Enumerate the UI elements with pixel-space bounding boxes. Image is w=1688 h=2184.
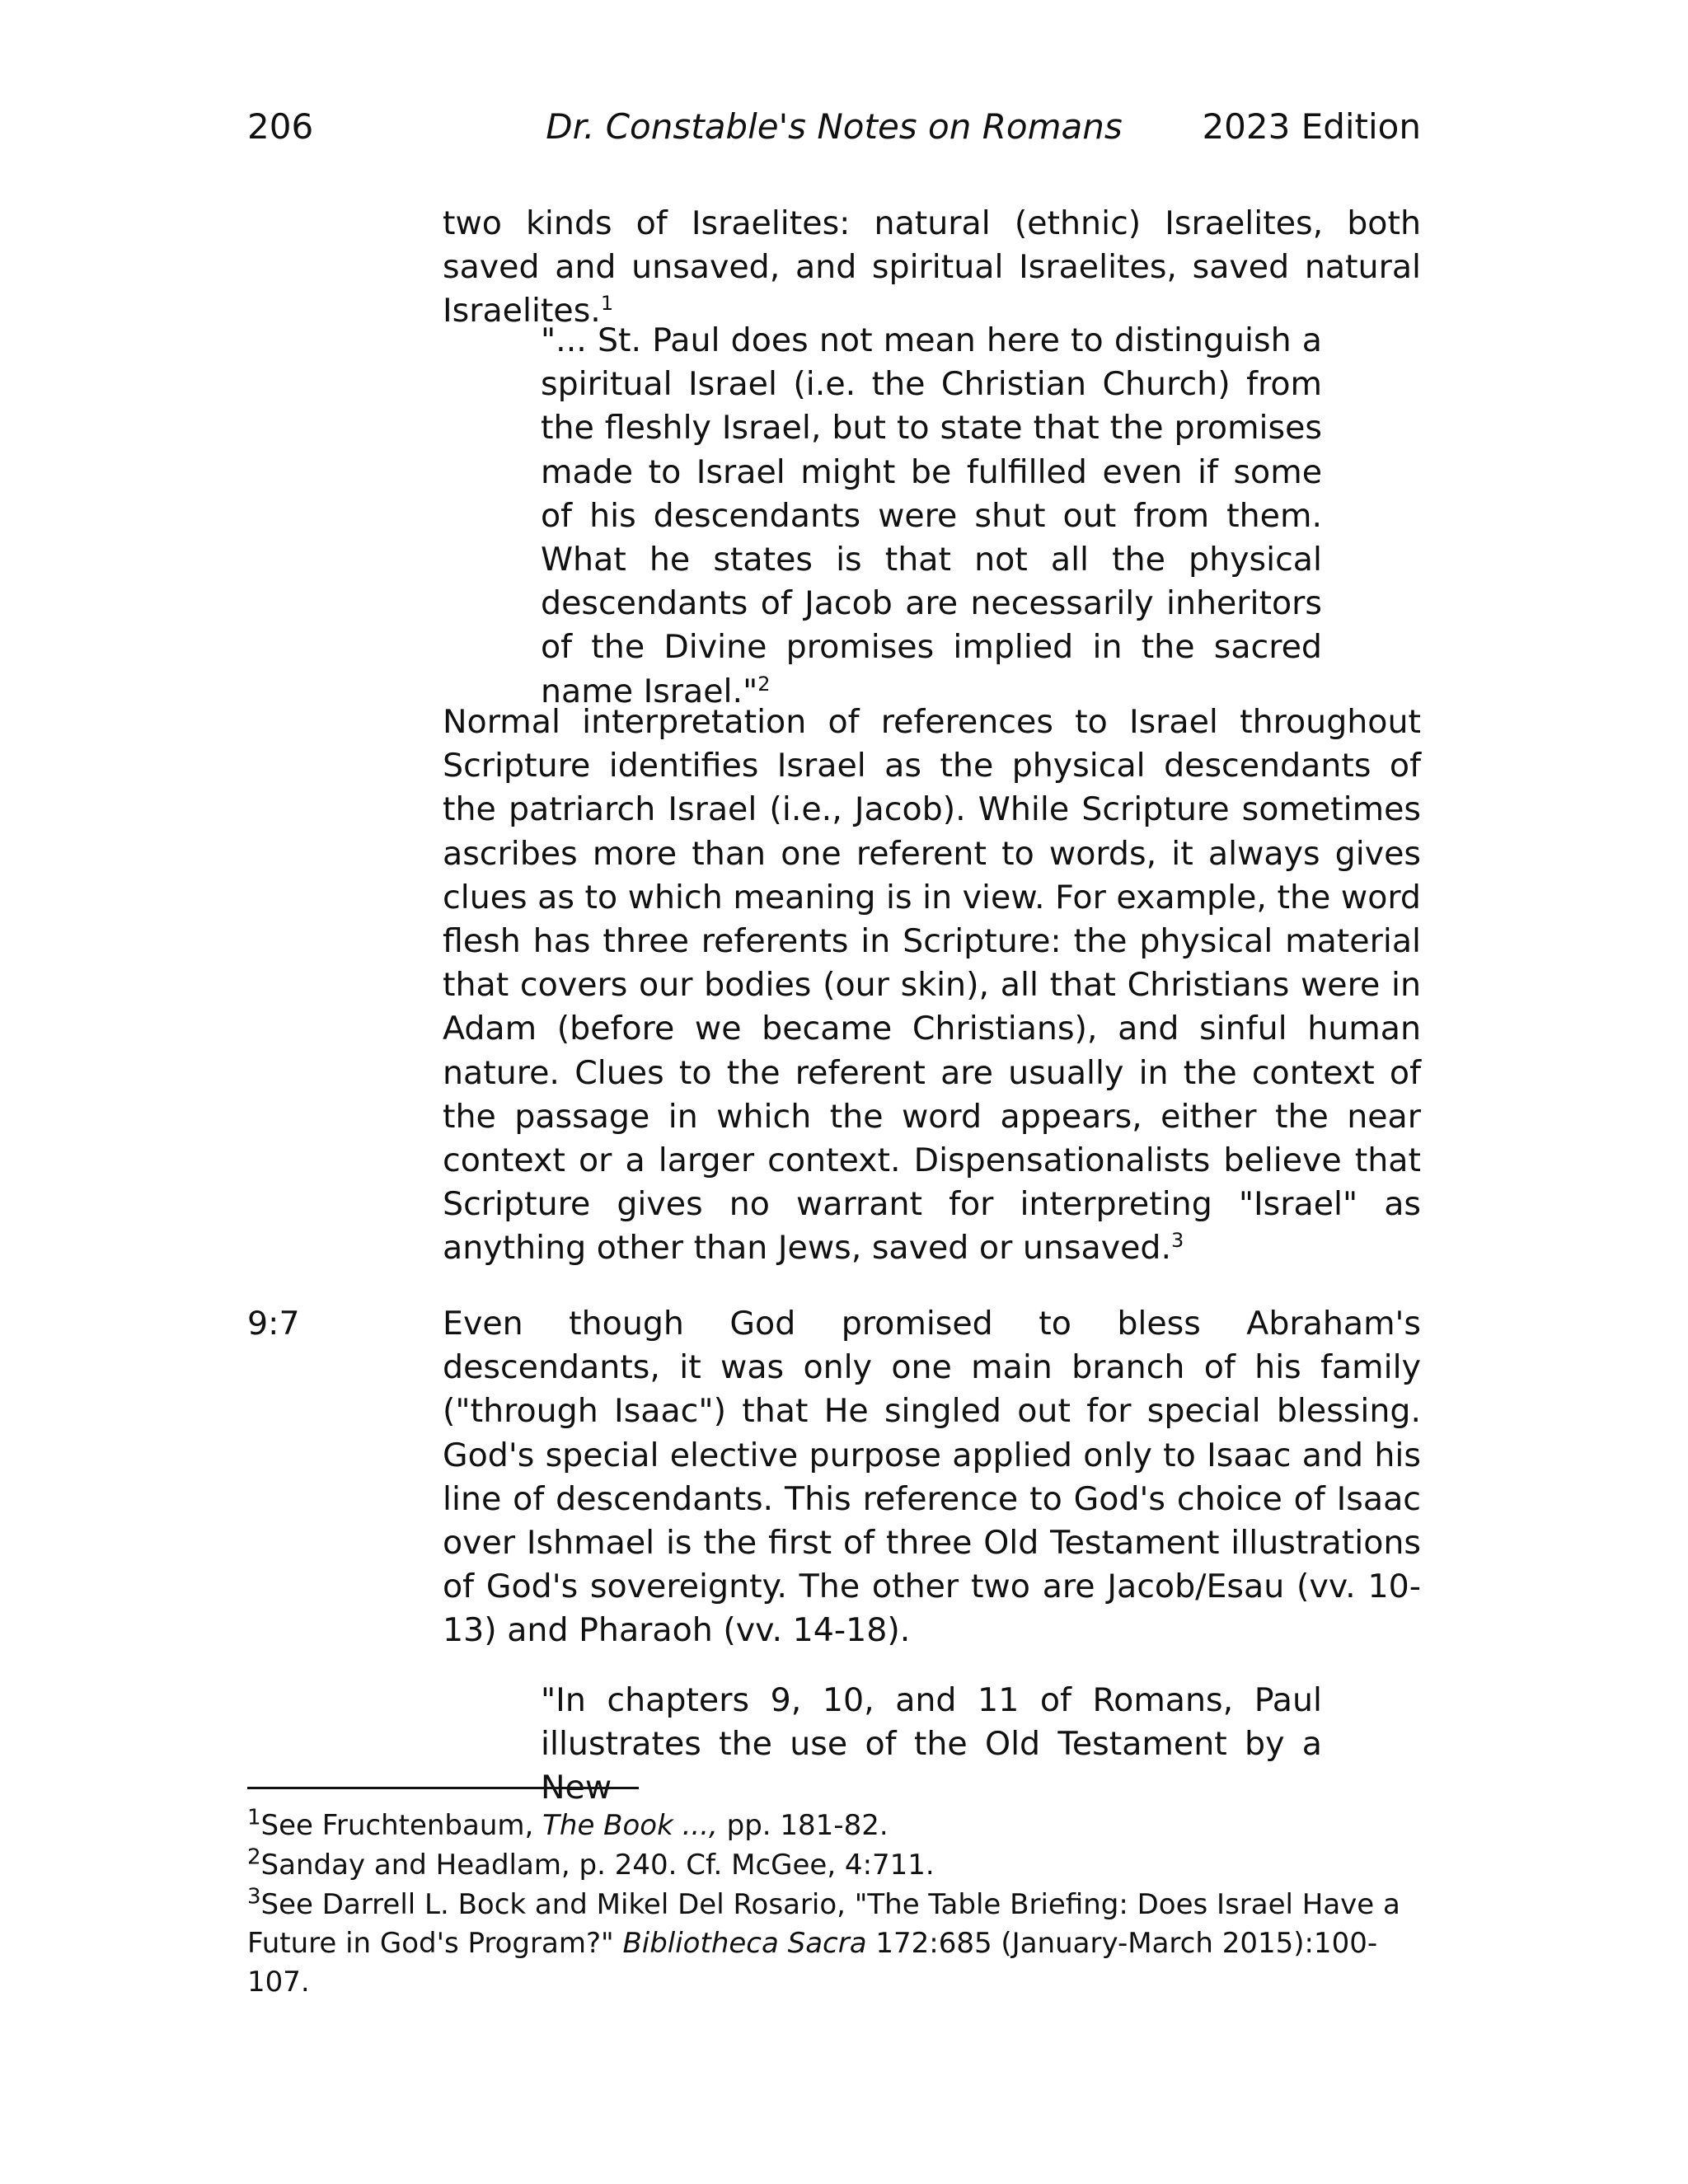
footnote-text-end: pp. 181-82. — [717, 1809, 889, 1842]
quote-text: "... St. Paul does not mean here to distinguish a spiritual Israel (i.e. the Christian Church) from the fleshly Israel, but to state that the promises made to Israel might be fulfilled even if some of his descendants were shut out from them. What he states is that not all the physical descendants of Jacob are necessarily inheritors of the Divine promises implied in the sacred name Israel." — [541, 321, 1322, 710]
footnote-text: See Fruchtenbaum, — [260, 1809, 543, 1842]
footnote-text: See Darrell L. Bock and Mikel Del Rosario, "The Table Briefing: Does Israel Have a Future in God's Program?" — [247, 1888, 1400, 1960]
block-quote-romans-chapters — [541, 1679, 1322, 1811]
footnote-1 — [247, 1807, 1421, 1845]
footnote-number: 2 — [247, 1844, 261, 1870]
page-number: 206 — [247, 106, 314, 147]
body-paragraph-interpretation — [443, 701, 1421, 1271]
footnote-number: 3 — [247, 1884, 261, 1910]
edition-label: 2023 Edition — [1202, 106, 1421, 147]
footnote-text: Sanday and Headlam, p. 240. Cf. McGee, 4:711. — [260, 1849, 935, 1882]
document-title: Dr. Constable's Notes on Romans — [546, 106, 1123, 147]
footnote-italic-title: The Book ..., — [542, 1809, 718, 1842]
paragraph-text: Normal interpretation of references to Israel throughout Scripture identifies Israel as the physical descendants of the patriarch Israel (i.e., Jacob). While Scripture sometimes ascribes more than one referent to words, it always gives clues as to which meaning is in view. For example, the word flesh has three referents in Scripture: the physical material that covers our bodies (our skin), all that Christians were in Adam (before we became Christians), and sinful human nature. Clues to the referent are usually in the context of the passage in which the word appears, either the near context or a larger context. Dispensationalists believe that Scripture gives no warrant for interpreting "Israel" as anything other than Jews, saved or unsaved. — [443, 703, 1421, 1268]
block-quote-sanday-headlam — [541, 319, 1322, 714]
footnote-reference[interactable]: 3 — [1171, 1229, 1184, 1253]
footnote-reference[interactable]: 2 — [757, 672, 771, 696]
quote-text: "In chapters 9, 10, and 11 of Romans, Paul illustrates the use of the Old Testament by a New — [541, 1681, 1322, 1807]
paragraph-text: Even though God promised to bless Abraham's descendants, it was only one main branch of his family ("through Isaac") that He singled out for special blessing. God's special elective purpose applied only to Isaac and his line of descendants. This reference to God's choice of Isaac over Ishmael is the first of three Old Testament illustrations of God's sovereignty. The other two are Jacob/Esau (vv. 10-13) and Pharaoh (vv. 14-18). — [443, 1305, 1421, 1650]
footnote-2 — [247, 1846, 1421, 1885]
footnote-italic-title: Bibliotheca Sacra — [622, 1927, 867, 1960]
footnote-number: 1 — [247, 1805, 261, 1830]
footnote-divider — [247, 1787, 639, 1789]
verse-reference: 9:7 — [247, 1305, 300, 1343]
verse-commentary-9-7 — [443, 1302, 1421, 1653]
body-paragraph-continuation — [443, 202, 1421, 334]
page-header — [247, 102, 1421, 152]
paragraph-text: two kinds of Israelites: natural (ethnic) Israelites, both saved and unsaved, and spiritual Israelites, saved natural Israelites. — [443, 204, 1421, 330]
footnote-text-end: 172:685 (January-March 2015):100-107. — [247, 1927, 1378, 1999]
footnote-reference[interactable]: 1 — [600, 292, 614, 316]
footnote-3 — [247, 1886, 1421, 2002]
